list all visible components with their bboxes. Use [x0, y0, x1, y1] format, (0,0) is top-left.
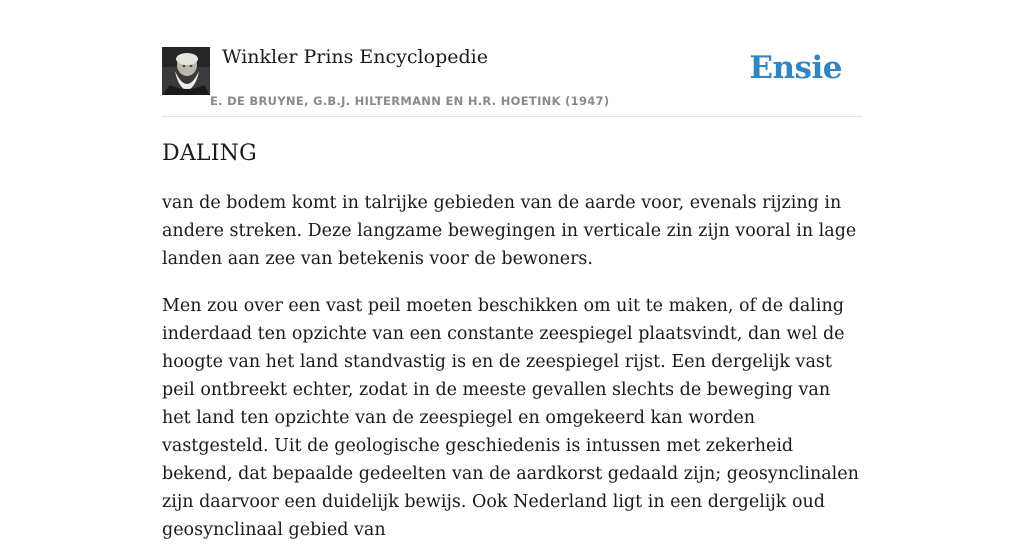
brand-logo[interactable]: Ensie: [749, 50, 842, 86]
site-title[interactable]: Winkler Prins Encyclopedie: [222, 46, 488, 68]
site-header: [162, 0, 862, 117]
article-paragraph: Men zou over een vast peil moeten beschikken om uit te maken, of de daling inderdaad ten opzichte van een constante zeespiegel plaatsvindt, dan wel de hoogte van het land standvastig is en de zeespiegel rijst. Een dergelijk vast peil ontbreekt echter, zodat in de meeste gevallen slechts de beweging van het land ten opzichte van de zeespiegel en omgekeerd kan worden vastgesteld. Uit de geologische geschiedenis is intussen met zekerheid bekend, dat bepaalde gedeelten van de aardkorst gedaald zijn; geosynclinalen zijn daarvoor een duidelijk bewijs. Ook Nederland ligt in een dergelijk oud geosynclinaal gebied van: [162, 296, 859, 540]
author-portrait-icon[interactable]: [162, 47, 210, 95]
page-content: [162, 0, 862, 544]
article-title: DALING: [162, 141, 257, 166]
authors-line: E. DE BRUYNE, G.B.J. HILTERMANN EN H.R. HOETINK (1947): [210, 94, 610, 108]
article-paragraph: van de bodem komt in talrijke gebieden van de aarde voor, evenals rijzing in andere streken. Deze langzame bewegingen in verticale zin zijn vooral in lage landen aan zee van betekenis voor de bewoners.: [162, 193, 857, 269]
